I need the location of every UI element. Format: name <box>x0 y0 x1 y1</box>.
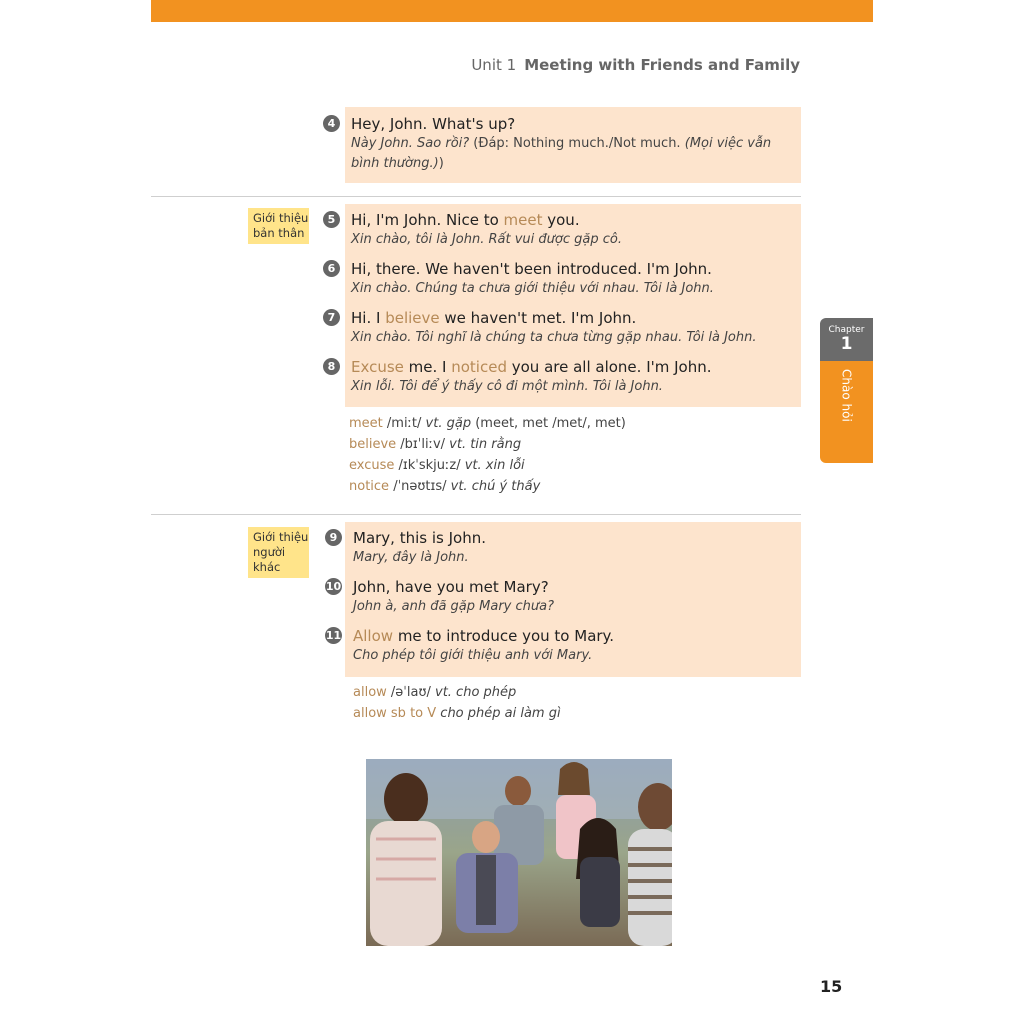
phrase-item <box>327 210 801 250</box>
section-divider <box>151 196 801 197</box>
phrase-item <box>327 357 801 397</box>
section-divider <box>151 514 801 515</box>
chapter-label: Chapter <box>828 325 865 335</box>
vietnamese-translation: Cho phép tôi giới thiệu anh với Mary. <box>353 648 593 663</box>
item-number-badge: 7 <box>323 309 340 326</box>
vietnamese-translation: Xin chào. Chúng ta chưa giới thiệu với nhau. Tôi là John. <box>351 281 714 296</box>
english-phrase: Hi, I'm John. Nice to meet you. <box>351 211 580 229</box>
vietnamese-translation: Xin chào, tôi là John. Rất vui được gặp cô. <box>351 232 622 247</box>
page-number: 15 <box>820 977 843 996</box>
phrase-block-introduce-others <box>325 522 801 677</box>
item-number-badge: 9 <box>325 529 342 546</box>
item-number-badge: 6 <box>323 260 340 277</box>
closing-paren: ) <box>438 156 444 171</box>
phrase-item <box>327 308 801 348</box>
item-number-badge: 8 <box>323 358 340 375</box>
item-number-badge: 4 <box>323 115 340 132</box>
vocab-entry: excuse /ɪkˈskjuːz/ vt. xin lỗi <box>349 458 525 473</box>
phrase-item <box>329 528 801 568</box>
unit-title: Meeting with Friends and Family <box>524 56 800 74</box>
english-phrase: Allow me to introduce you to Mary. <box>353 627 615 645</box>
vocab-entry: meet /miːt/ vt. gặp (meet, met /met/, met) <box>349 416 626 431</box>
english-phrase: John, have you met Mary? <box>353 578 549 596</box>
english-phrase: Hi. I believe we haven't met. I'm John. <box>351 309 637 327</box>
phrase-item <box>327 259 801 299</box>
vocab-entry: notice /ˈnəʊtɪs/ vt. chú ý thấy <box>349 479 541 494</box>
top-accent-bar <box>151 0 873 22</box>
running-head <box>471 56 800 74</box>
vietnamese-translation: John à, anh đã gặp Mary chưa? <box>353 599 555 614</box>
vietnamese-translation <box>351 134 801 174</box>
vocab-entry: allow sb to V cho phép ai làm gì <box>353 706 561 721</box>
vietnamese-translation: Mary, đây là John. <box>353 550 469 565</box>
section-tag-introduce-others: Giới thiệu người khác <box>248 527 309 578</box>
friends-group-photo <box>366 759 672 946</box>
chapter-title-box <box>820 361 873 463</box>
unit-number: Unit 1 <box>471 56 517 74</box>
english-phrase: Mary, this is John. <box>353 529 486 547</box>
english-phrase: Excuse me. I noticed you are all alone. I'm John. <box>351 358 712 376</box>
chapter-number: 1 <box>840 334 853 354</box>
chapter-title: Chào hỏi <box>839 369 854 422</box>
phrase-item <box>325 626 801 666</box>
english-phrase: Hey, John. What's up? <box>351 115 516 133</box>
phrase-block-self-intro <box>327 204 801 407</box>
item-number-badge: 5 <box>323 211 340 228</box>
answer-translation: (Mọi việc vẫn bình thường.) <box>351 136 772 171</box>
english-phrase: Hi, there. We haven't been introduced. I'm John. <box>351 260 712 278</box>
vocab-entry: believe /bɪˈliːv/ vt. tin rằng <box>349 437 522 452</box>
item-number-badge: 11 <box>325 629 342 642</box>
section-tag-self-intro: Giới thiệu bản thân <box>248 208 309 244</box>
chapter-number-box <box>820 318 873 361</box>
translation-part: Này John. Sao rồi? <box>351 136 470 151</box>
vietnamese-translation: Xin lỗi. Tôi để ý thấy cô đi một mình. Tôi là John. <box>351 379 663 394</box>
phrase-item <box>325 577 801 617</box>
vietnamese-translation: Xin chào. Tôi nghĩ là chúng ta chưa từng gặp nhau. Tôi là John. <box>351 330 757 345</box>
vocab-list-introduce-others <box>353 682 561 724</box>
chapter-side-tab <box>820 318 873 463</box>
item-number-badge: 10 <box>325 580 342 593</box>
answer-part: (Đáp: Nothing much./Not much. <box>469 136 685 151</box>
vocab-list-self-intro <box>349 413 626 497</box>
phrase-item <box>327 114 801 174</box>
phrase-block-greeting <box>327 107 801 183</box>
vocab-entry: allow /əˈlaʊ/ vt. cho phép <box>353 685 517 700</box>
